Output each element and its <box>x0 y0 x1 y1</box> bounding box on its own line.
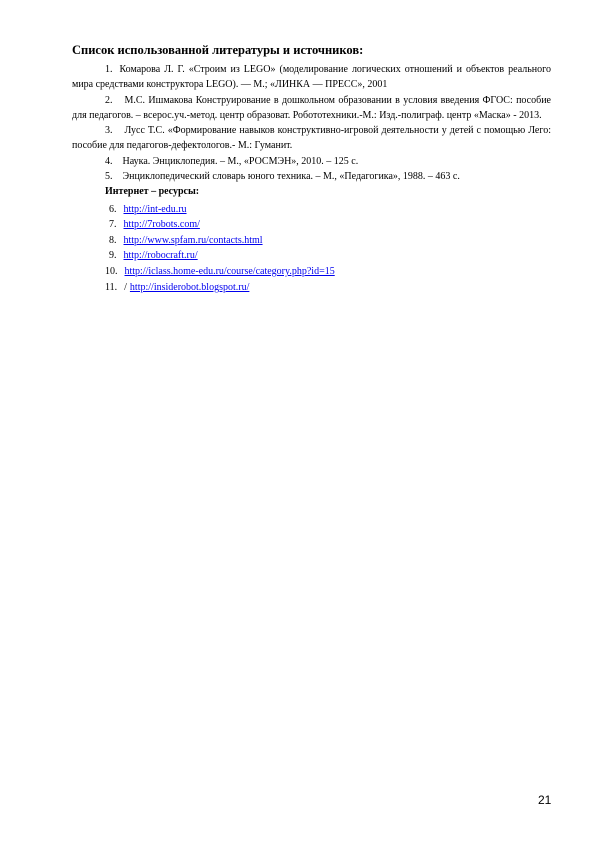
link-item-7 <box>72 217 551 233</box>
link-int-edu[interactable]: http://int-edu.ru <box>123 203 187 215</box>
link-7robots[interactable]: http://7robots.com/ <box>123 219 200 231</box>
reference-number: 2. <box>105 94 113 106</box>
bibliography-heading: Список использованной литературы и источников: <box>72 43 364 57</box>
reference-text: Комарова Л. Г. «Строим из LEGO» (моделирование логических отношений и объектов реального мира средствами конструктора LEGO). — М.; «ЛИНКА — ПРЕСС», 2001 <box>72 64 551 91</box>
reference-number: 4. <box>105 155 113 167</box>
link-iclass[interactable]: http://iclass.home-edu.ru/course/category.php?id=15 <box>124 266 335 278</box>
reference-item-4 <box>72 154 551 169</box>
reference-text: Энциклопедический словарь юного техника. – М., «Педагогика», 1988. – 463 с. <box>122 171 460 183</box>
link-insiderobot[interactable]: http://insiderobot.blogspot.ru/ <box>129 281 250 293</box>
link-item-9 <box>72 248 551 264</box>
reference-number: 5. <box>105 171 113 183</box>
reference-item-1 <box>72 62 551 93</box>
internet-links-list <box>72 202 551 296</box>
link-spfam[interactable]: http://www.spfam.ru/contacts.html <box>123 234 263 246</box>
link-item-8 <box>72 233 551 249</box>
link-number: 11. <box>105 281 118 293</box>
reference-number: 3. <box>105 125 113 137</box>
link-number: 10. <box>105 266 118 278</box>
link-slash: / <box>124 281 127 293</box>
link-number: 6. <box>109 203 117 215</box>
link-number: 9. <box>109 250 117 262</box>
link-item-10 <box>72 264 551 280</box>
reference-text: М.С. Ишмакова Конструирование в дошкольном образовании в условия введения ФГОС: пособие для педагогов. – всерос.уч.-метод. центр образоват. Робототехники.-М.: Изд.-полиграф. центр «Маска» - 2013. <box>72 94 551 121</box>
reference-number: 1. <box>105 64 113 75</box>
reference-text: Лусс Т.С. «Формирование навыков конструктивно-игровой деятельности у детей с помощью Лего: пособие для педагогов-дефектологов.- М.: Гуманит. <box>72 125 551 152</box>
internet-resources-heading: Интернет – ресурсы: <box>105 186 200 198</box>
reference-item-5 <box>72 169 551 184</box>
link-number: 7. <box>109 219 117 231</box>
link-number: 8. <box>109 234 117 246</box>
reference-item-3 <box>72 123 551 154</box>
page-number: 21 <box>538 793 552 807</box>
link-item-6 <box>72 202 551 218</box>
reference-item-2 <box>72 93 551 124</box>
link-robocraft[interactable]: http://robocraft.ru/ <box>123 250 198 262</box>
references-block <box>72 62 551 295</box>
link-item-11 <box>72 280 551 296</box>
reference-text: Наука. Энциклопедия. – М., «РОСМЭН», 2010. – 125 с. <box>122 155 359 167</box>
